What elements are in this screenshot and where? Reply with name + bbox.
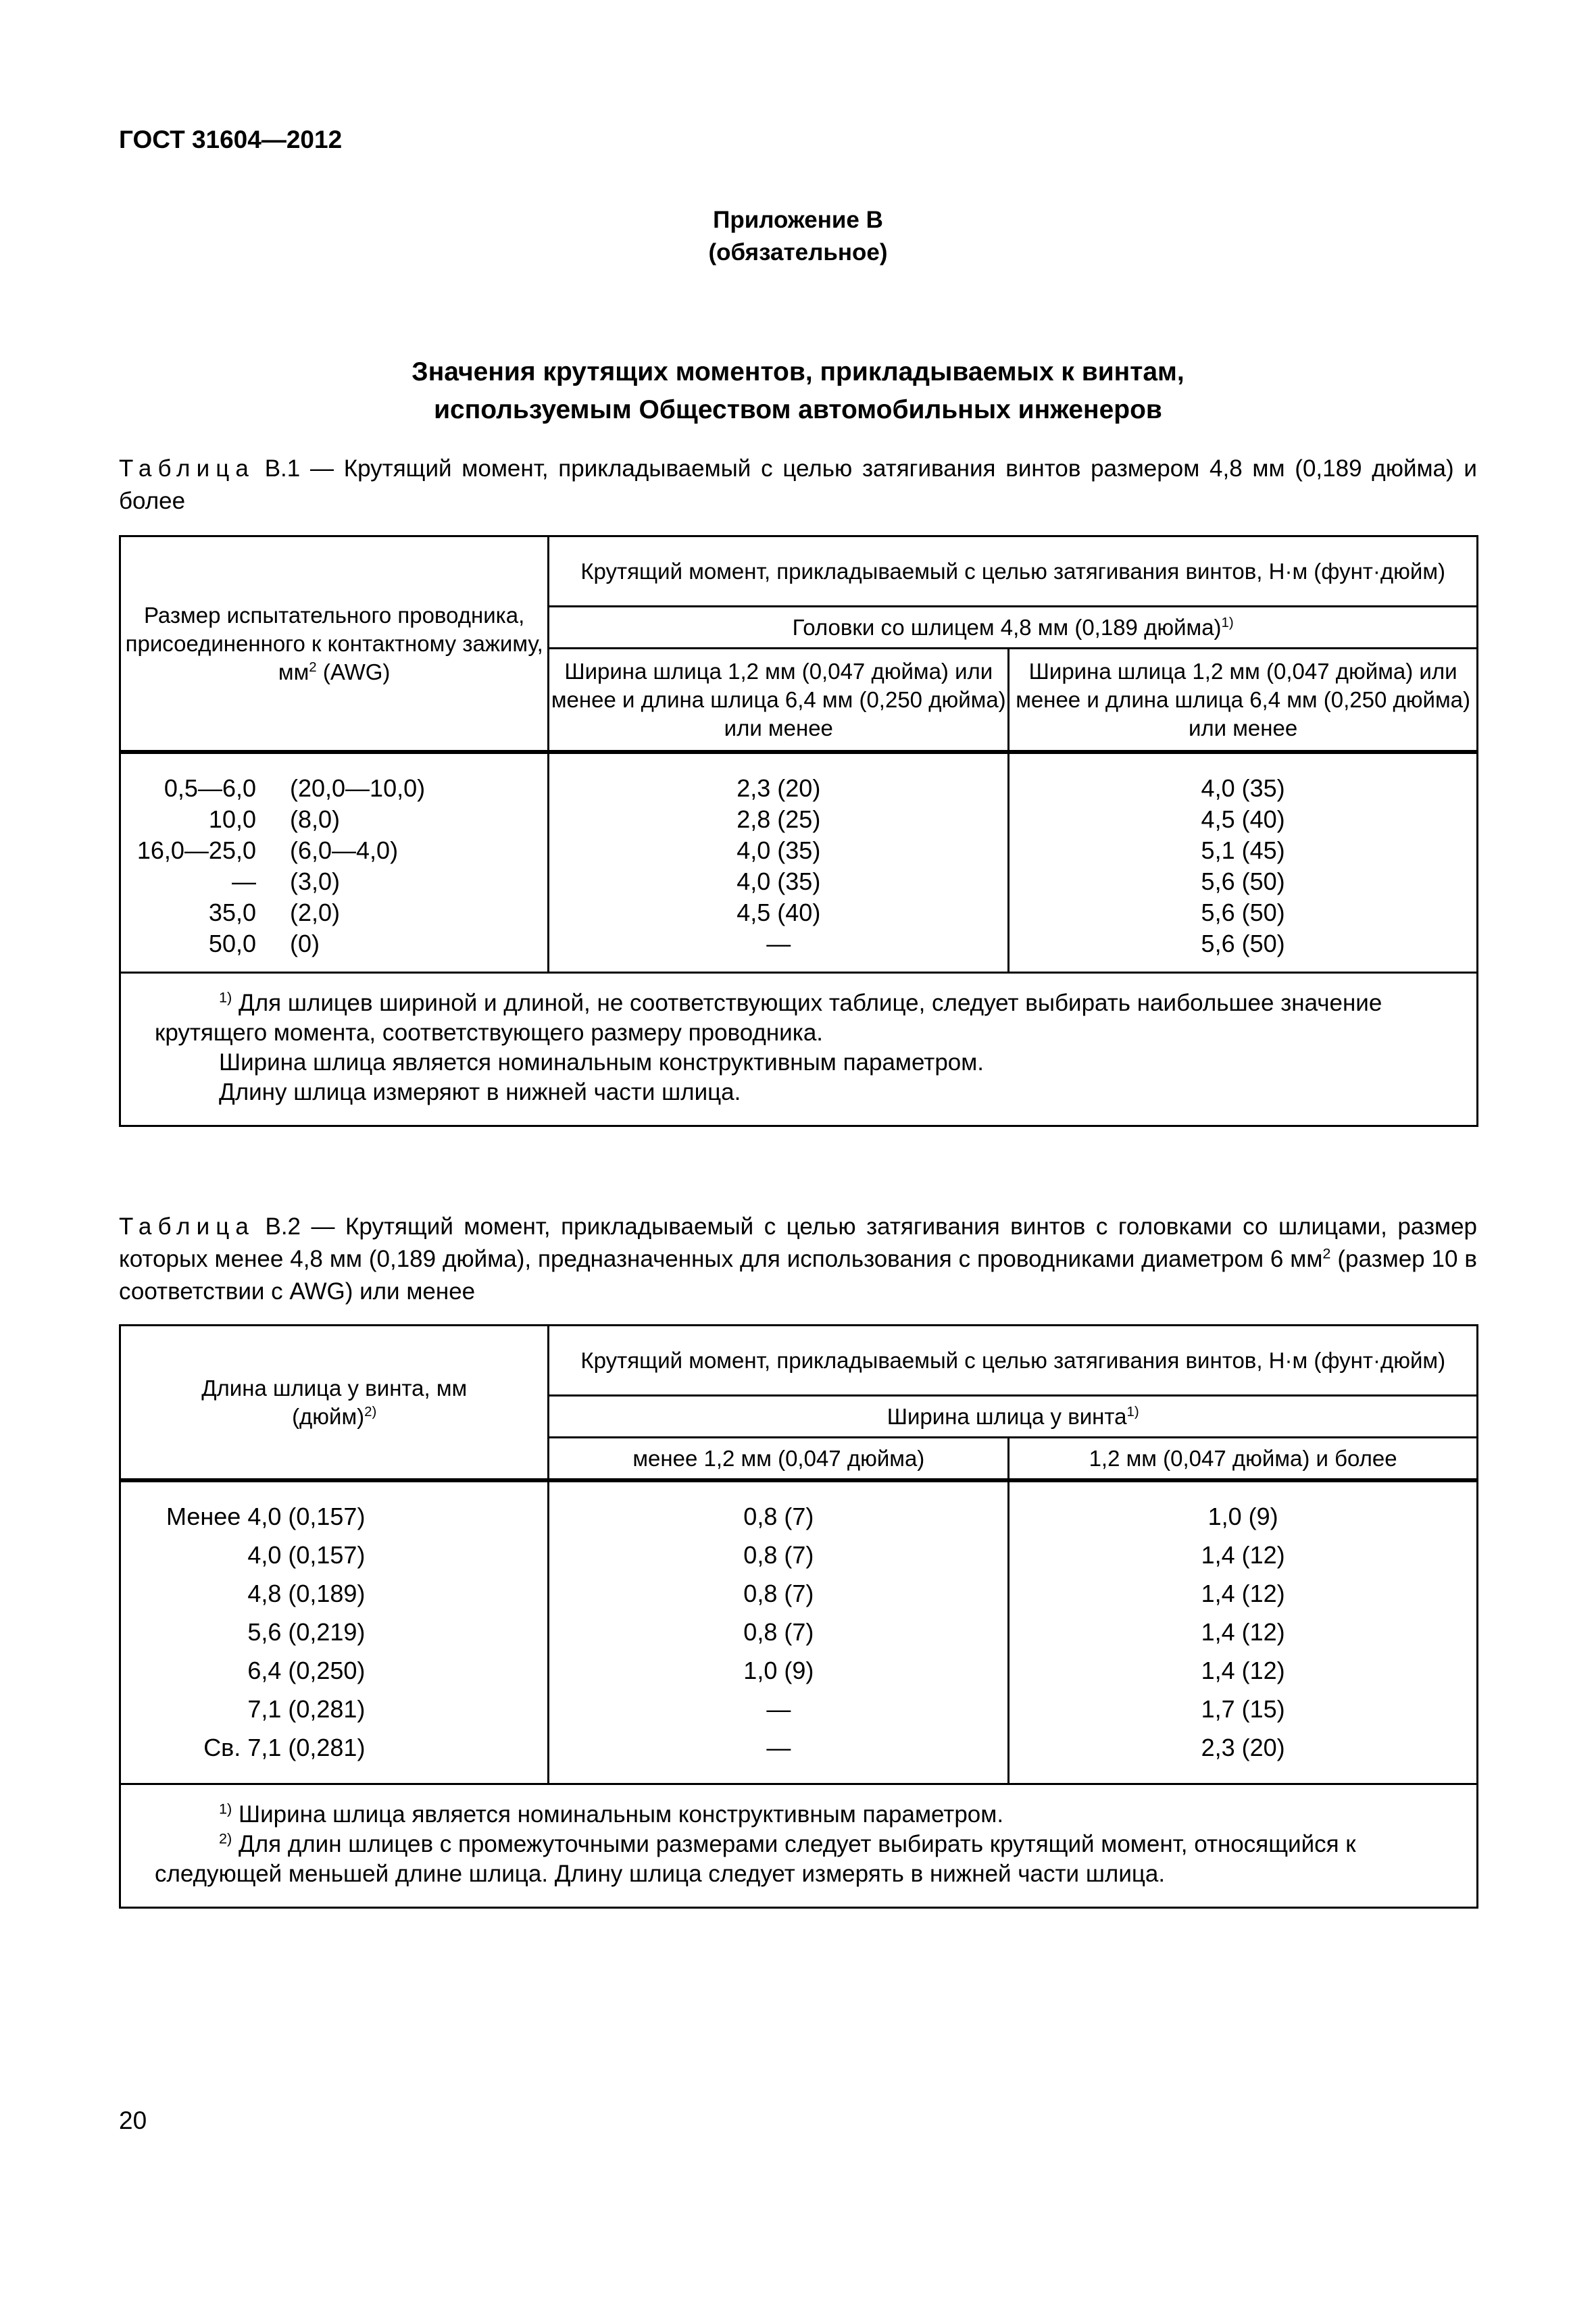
table-cell: 1,4 (12) bbox=[1201, 1618, 1285, 1646]
document-code: ГОСТ 31604—2012 bbox=[119, 126, 343, 153]
table-cell: 4,5 (40) bbox=[737, 899, 821, 926]
table-cell: 0,8 (7) bbox=[743, 1580, 814, 1607]
table-cell: 5,1 (45) bbox=[1201, 836, 1285, 864]
table-cell: 1,0 (9) bbox=[743, 1657, 814, 1684]
table2-length-column bbox=[120, 1482, 549, 1784]
table1-note-3: Длину шлица измеряют в нижней части шлица. bbox=[219, 1079, 741, 1105]
table-cell: 2,3 (20) bbox=[1201, 1734, 1285, 1761]
table-cell: 4,5 (40) bbox=[1201, 805, 1285, 833]
table1-note-2: Ширина шлица является номинальным конструктивным параметром. bbox=[219, 1049, 984, 1076]
table-row: 10,0 (8,0) bbox=[208, 805, 341, 833]
table-cell: — bbox=[766, 1695, 791, 1723]
table1-col1-header: Ширина шлица 1,2 мм (0,047 дюйма) или менее и длина шлица 6,4 мм (0,250 дюйма) или менее bbox=[549, 649, 1009, 751]
table1-note-1: $^{1)}$ Для шлицев шириной и длиной, не соответствующих таблице, следует выбирать наибольшее значение крутящего момента, соответствующего размеру проводника. bbox=[155, 988, 1382, 1046]
table-row: 16,0—25,0 (6,0—4,0) bbox=[136, 836, 399, 864]
table-cell: 4,0 (35) bbox=[1201, 774, 1285, 802]
table-cell: 4,0 (35) bbox=[737, 867, 821, 895]
table1-subgroup-header: Головки со шлицем 4,8 мм (0,189 дюйма)$^{1)}$ bbox=[549, 607, 1478, 649]
table2-group-header: Крутящий момент, прикладываемый с целью затягивания винтов, Н·м (фунт·дюйм) bbox=[549, 1326, 1478, 1396]
table2-col2-values bbox=[1009, 1482, 1478, 1784]
table-row: — (3,0) bbox=[232, 867, 341, 895]
table2-notes bbox=[120, 1784, 1478, 1908]
table1-col1-values bbox=[549, 753, 1009, 973]
annex-heading bbox=[0, 204, 1596, 269]
table1-size-column bbox=[120, 753, 549, 973]
table2-note-2: $^{2)}$ Для длин шлицев с промежуточными размерами следует выбирать крутящий момент, относящийся к следующей меньшей длине шлица. Длину шлица следует измерять в нижней части шлица. bbox=[155, 1830, 1356, 1887]
section-title bbox=[0, 353, 1596, 429]
table2-caption: Таблица В.2 — Крутящий момент, прикладываемый с целью затягивания винтов с головками со шлицами, размер которых менее 4,8 мм (0,189 дюйма), предназначенных для использования с проводниками диаметром 6 $мм^2$ (размер 10 в соответствии с AWG) или менее bbox=[119, 1213, 1478, 1305]
table-row: 50,0 (0) bbox=[208, 930, 320, 957]
table2-col1-values bbox=[549, 1482, 1009, 1784]
table1-stub-header: Размер испытательного проводника, присоединенного к контактному зажиму, $мм^2$ (AWG) bbox=[120, 536, 549, 751]
page-number: 20 bbox=[119, 2107, 147, 2134]
table1-col2-values bbox=[1009, 753, 1478, 973]
table1-col2-header: Ширина шлица 1,2 мм (0,047 дюйма) или менее и длина шлица 6,4 мм (0,250 дюйма) или менее bbox=[1009, 649, 1478, 751]
table-cell: 1,4 (12) bbox=[1201, 1580, 1285, 1607]
table-cell: 7,1 (0,281) bbox=[247, 1695, 366, 1723]
table-cell: 1,0 (9) bbox=[1207, 1503, 1278, 1530]
table1-caption-label: Таблица bbox=[119, 455, 255, 482]
section-title-line2: используемым Обществом автомобильных инженеров bbox=[434, 395, 1162, 424]
table-cell: 5,6 (50) bbox=[1201, 899, 1285, 926]
table-cell: 2,3 (20) bbox=[737, 774, 821, 802]
table2-note-1: $^{1)}$ Ширина шлица является номинальным конструктивным параметром. bbox=[219, 1800, 1004, 1828]
table2-subgroup-header: Ширина шлица у винта$^{1)}$ bbox=[549, 1396, 1478, 1438]
table-cell: Св. 7,1 (0,281) bbox=[203, 1734, 366, 1761]
section-title-line1: Значения крутящих моментов, прикладываемых к винтам, bbox=[412, 357, 1184, 386]
table-cell: 4,0 (0,157) bbox=[247, 1541, 366, 1569]
annex-title: Приложение В bbox=[713, 207, 883, 233]
table1-group-header: Крутящий момент, прикладываемый с целью затягивания винтов, Н·м (фунт·дюйм) bbox=[549, 536, 1478, 607]
table-cell: 1,7 (15) bbox=[1201, 1695, 1285, 1723]
table-cell: — bbox=[766, 930, 791, 957]
table-cell: 1,4 (12) bbox=[1201, 1541, 1285, 1569]
table-cell: 0,8 (7) bbox=[743, 1618, 814, 1646]
table-cell: 5,6 (0,219) bbox=[247, 1618, 366, 1646]
table1-caption bbox=[119, 453, 1477, 518]
table-cell: 6,4 (0,250) bbox=[247, 1657, 366, 1684]
table1-notes bbox=[120, 973, 1478, 1126]
table-row: 35,0 (2,0) bbox=[208, 899, 341, 926]
annex-status: (обязательное) bbox=[708, 239, 888, 266]
table-cell: — bbox=[766, 1734, 791, 1761]
table-cell: 0,8 (7) bbox=[743, 1503, 814, 1530]
table2 bbox=[119, 1324, 1478, 1909]
table2-caption-label: Таблица bbox=[119, 1213, 255, 1240]
table1 bbox=[119, 535, 1478, 1127]
table-cell: 4,8 (0,189) bbox=[247, 1580, 366, 1607]
table2-stub-header: Длина шлица у винта, мм (дюйм)$^{2)}$ bbox=[120, 1326, 549, 1480]
table2-col1-header: менее 1,2 мм (0,047 дюйма) bbox=[549, 1438, 1009, 1480]
table-cell: 2,8 (25) bbox=[737, 805, 821, 833]
table-cell: 1,4 (12) bbox=[1201, 1657, 1285, 1684]
table1-caption-text: В.1 — Крутящий момент, прикладываемый с целью затягивания винтов размером 4,8 мм (0,189 дюйма) и более bbox=[119, 455, 1477, 514]
table-cell: Менее 4,0 (0,157) bbox=[166, 1503, 366, 1530]
table2-col2-header: 1,2 мм (0,047 дюйма) и более bbox=[1009, 1438, 1478, 1480]
table-row: 0,5—6,0 (20,0—10,0) bbox=[164, 774, 426, 802]
table-cell: 5,6 (50) bbox=[1201, 867, 1285, 895]
table2-caption-text: В.2 — Крутящий момент, прикладываемый с целью затягивания винтов с головками со шлицами, размер которых менее 4,8 мм (0,189 дюйма), предназначенных для использования с проводниками диаметром 6 мм bbox=[119, 1213, 1478, 1272]
table-cell: 4,0 (35) bbox=[737, 836, 821, 864]
table-cell: 0,8 (7) bbox=[743, 1541, 814, 1569]
table-cell: 5,6 (50) bbox=[1201, 930, 1285, 957]
